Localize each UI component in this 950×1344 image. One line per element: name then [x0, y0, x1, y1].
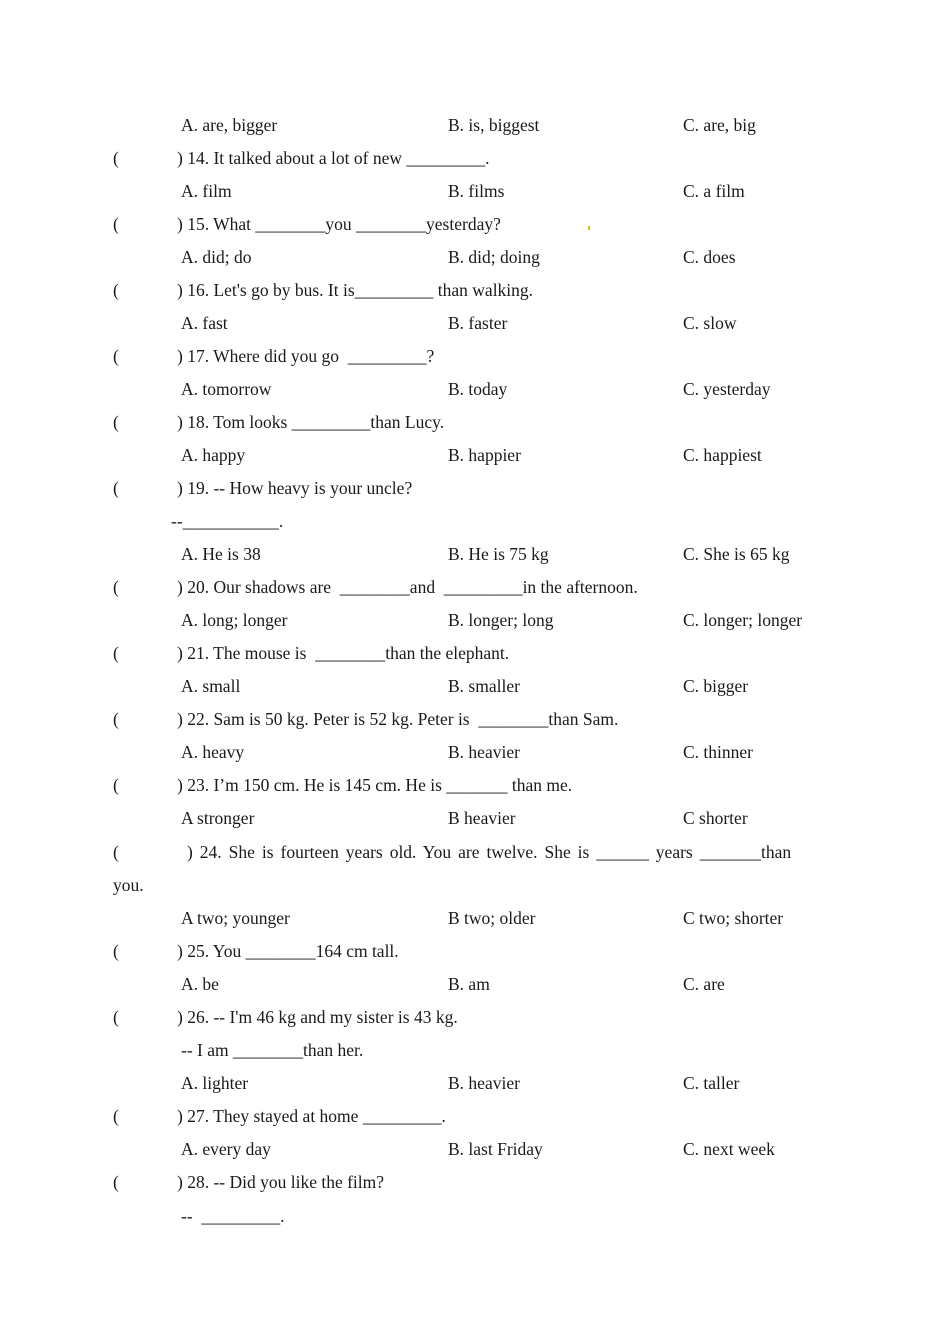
option-c: C. slow — [683, 313, 737, 333]
option-b: B. today — [448, 379, 508, 399]
option-b: B two; older — [448, 908, 536, 928]
option-c: C. longer; longer — [683, 610, 803, 630]
question-25: ) 25. You ________164 cm tall. — [177, 941, 399, 961]
option-b: B. heavier — [448, 742, 520, 762]
question-15: ) 15. What ________you ________yesterday? — [177, 214, 501, 234]
question-21: ) 21. The mouse is ________than the elephant. — [177, 643, 510, 663]
question-18: ) 18. Tom looks _________than Lucy. — [177, 412, 445, 432]
response-line: --___________. — [171, 511, 284, 531]
answer-paren: ( — [113, 577, 119, 597]
question-22: ) 22. Sam is 50 kg. Peter is 52 kg. Peter is ________than Sam. — [177, 709, 619, 729]
option-c: C. bigger — [683, 676, 749, 696]
option-a: A. happy — [181, 445, 246, 465]
question-24-wrap: you. — [113, 875, 144, 895]
option-a: A. small — [181, 676, 241, 696]
option-b: B. did; doing — [448, 247, 540, 267]
answer-paren: ( — [113, 478, 119, 498]
option-c: C. thinner — [683, 742, 753, 762]
option-c: C. does — [683, 247, 736, 267]
answer-paren: ( — [113, 1007, 119, 1027]
option-a: A. He is 38 — [181, 544, 261, 564]
option-a: A. heavy — [181, 742, 245, 762]
answer-paren: ( — [113, 842, 119, 862]
option-a: A. are, bigger — [181, 115, 278, 135]
option-b: B. He is 75 kg — [448, 544, 549, 564]
option-b: B. am — [448, 974, 490, 994]
option-b: B. happier — [448, 445, 521, 465]
answer-paren: ( — [113, 148, 119, 168]
option-b: B. heavier — [448, 1073, 520, 1093]
answer-paren: ( — [113, 214, 119, 234]
question-20: ) 20. Our shadows are ________and _________in the afternoon. — [177, 577, 638, 597]
question-19: ) 19. -- How heavy is your uncle? — [177, 478, 413, 498]
option-b: B. faster — [448, 313, 508, 333]
question-27: ) 27. They stayed at home _________. — [177, 1106, 446, 1126]
option-a: A. fast — [181, 313, 228, 333]
question-26: ) 26. -- I'm 46 kg and my sister is 43 kg. — [177, 1007, 458, 1027]
option-b: B. longer; long — [448, 610, 554, 630]
answer-paren: ( — [113, 412, 119, 432]
answer-paren: ( — [113, 643, 119, 663]
question-17: ) 17. Where did you go _________? — [177, 346, 435, 366]
answer-paren: ( — [113, 1172, 119, 1192]
question-23: ) 23. I’m 150 cm. He is 145 cm. He is _______ than me. — [177, 775, 573, 795]
answer-paren: ( — [113, 775, 119, 795]
question-28: ) 28. -- Did you like the film? — [177, 1172, 385, 1192]
option-c: C. taller — [683, 1073, 740, 1093]
option-b: B. smaller — [448, 676, 520, 696]
option-c: C. are, big — [683, 115, 756, 135]
option-b: B. films — [448, 181, 505, 201]
answer-paren: ( — [113, 941, 119, 961]
question-14: ) 14. It talked about a lot of new _________. — [177, 148, 490, 168]
answer-paren: ( — [113, 709, 119, 729]
response-line: -- _________. — [181, 1206, 285, 1226]
option-c: C shorter — [683, 808, 748, 828]
option-c: C. a film — [683, 181, 745, 201]
option-a: A. did; do — [181, 247, 252, 267]
stray-mark — [588, 226, 590, 230]
answer-paren: ( — [113, 280, 119, 300]
option-b: B. last Friday — [448, 1139, 543, 1159]
answer-paren: ( — [113, 346, 119, 366]
option-a: A. film — [181, 181, 232, 201]
question-16: ) 16. Let's go by bus. It is_________ than walking. — [177, 280, 534, 300]
option-b: B. is, biggest — [448, 115, 540, 135]
option-a: A. lighter — [181, 1073, 249, 1093]
option-c: C. are — [683, 974, 725, 994]
option-c: C two; shorter — [683, 908, 784, 928]
option-a: A. be — [181, 974, 219, 994]
answer-paren: ( — [113, 1106, 119, 1126]
option-a: A two; younger — [181, 908, 290, 928]
option-a: A. every day — [181, 1139, 271, 1159]
option-b: B heavier — [448, 808, 516, 828]
option-a: A. long; longer — [181, 610, 288, 630]
option-c: C. next week — [683, 1139, 775, 1159]
option-a: A. tomorrow — [181, 379, 272, 399]
option-c: C. She is 65 kg — [683, 544, 790, 564]
question-24: ) 24. She is fourteen years old. You are twelve. She is ______ years _______than — [187, 842, 792, 862]
option-a: A stronger — [181, 808, 255, 828]
option-c: C. yesterday — [683, 379, 771, 399]
option-c: C. happiest — [683, 445, 762, 465]
response-line: -- I am ________than her. — [181, 1040, 364, 1060]
